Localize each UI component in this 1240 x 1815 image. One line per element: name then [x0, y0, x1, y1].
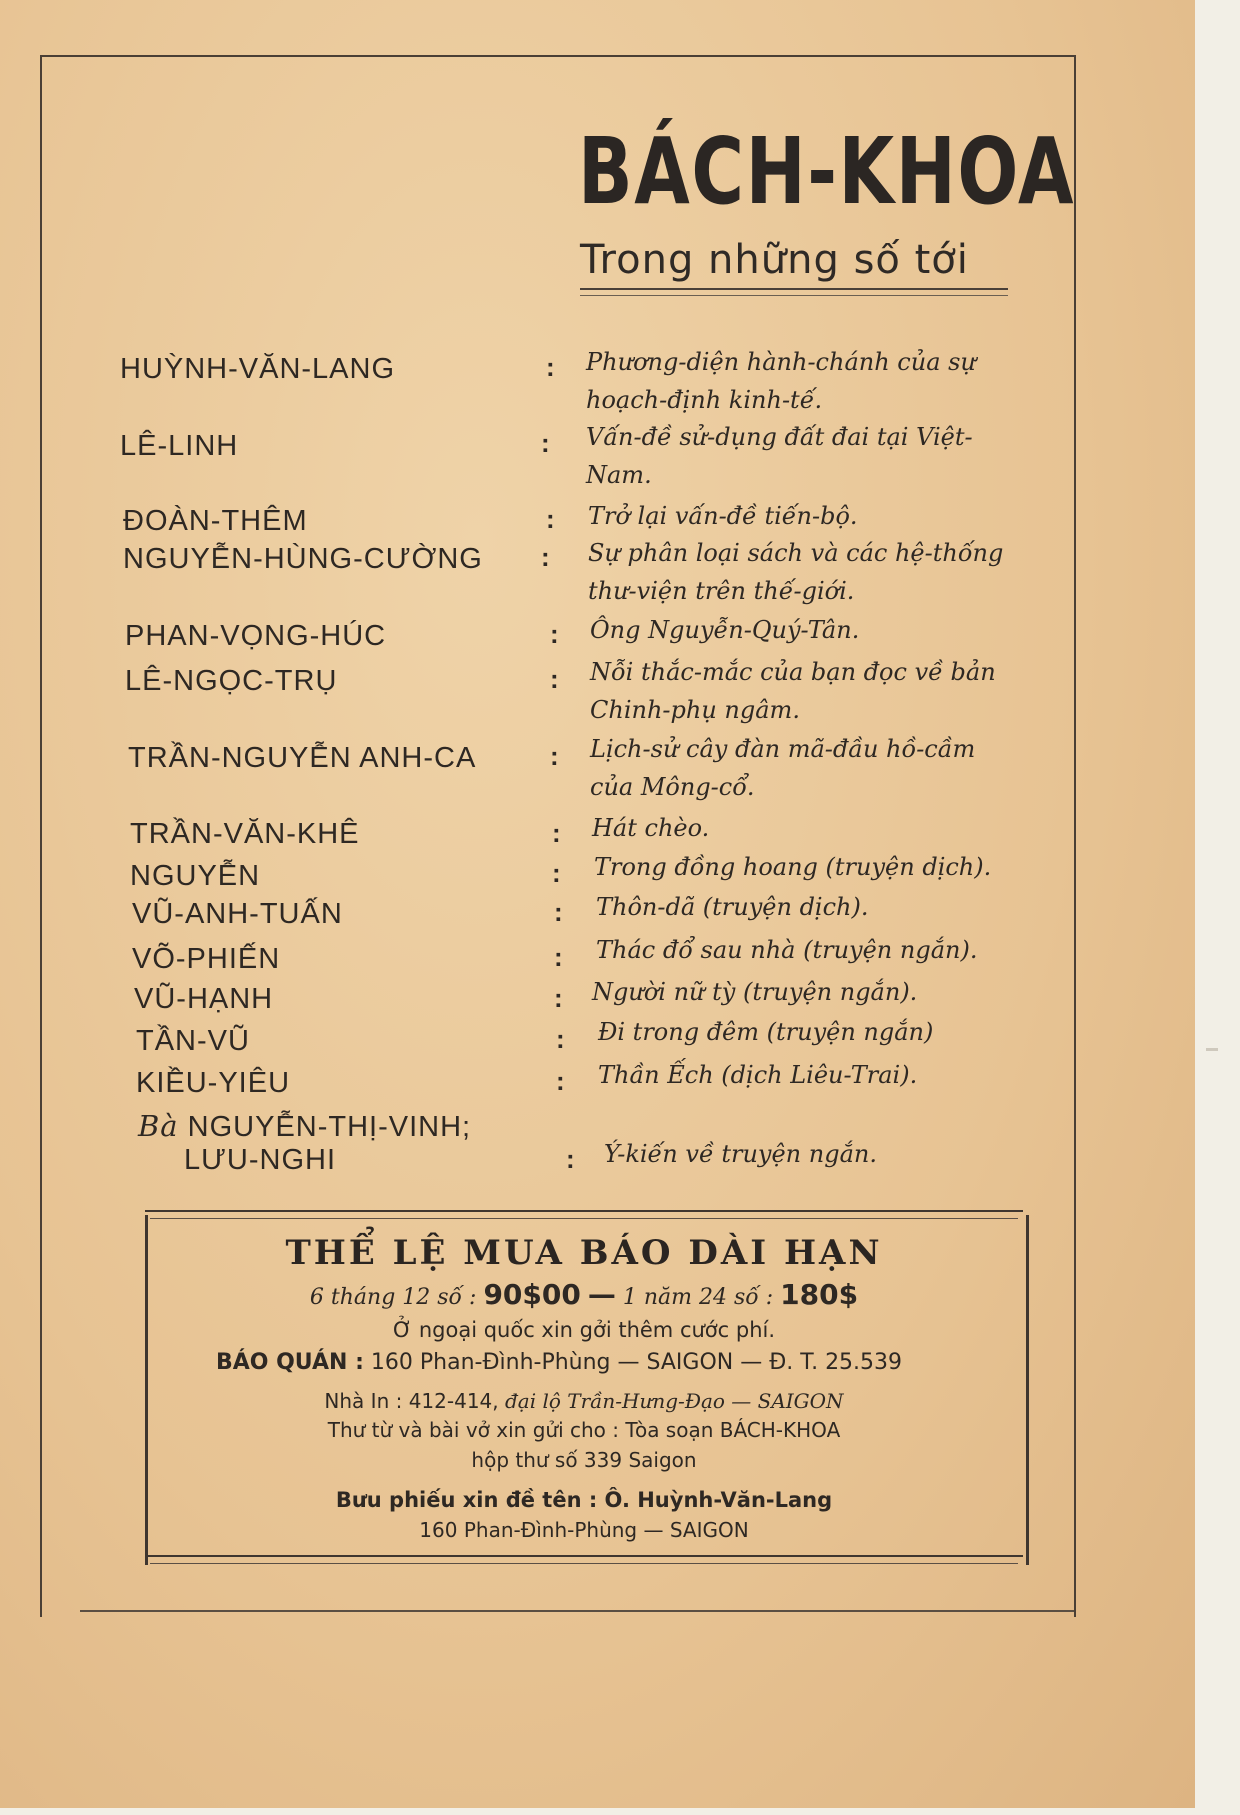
toc-separator: : [550, 664, 559, 694]
toc-separator: : [566, 1144, 575, 1174]
price-6-months-label: 6 tháng 12 số : [309, 1285, 477, 1310]
toc-title: Ý-kiến về truyện ngắn. [604, 1140, 877, 1168]
toc-separator: : [552, 818, 561, 848]
toc-title: Lịch-sử cây đàn mã-đầu hồ-cầm của Mông-cổ. [590, 735, 976, 801]
toc-title: Đi trong đêm (truyện ngắn) [598, 1018, 934, 1046]
toc-author: NGUYỄN [130, 860, 261, 892]
frame-bottom-rule [80, 1610, 1074, 1612]
toc-title: Thần Ếch (dịch Liêu-Trai). [598, 1061, 918, 1089]
toc-separator: : [550, 619, 559, 649]
toc-author: TẦN-VŨ [136, 1025, 250, 1057]
toc-separator: : [552, 858, 561, 888]
toc-title: Thôn-dã (truyện dịch). [596, 893, 869, 921]
printer-label: Nhà In : 412-414, [324, 1389, 499, 1413]
price-1-year: 180$ [780, 1278, 859, 1311]
subscription-prices [145, 1278, 1023, 1311]
toc-author: TRẦN-VĂN-KHÊ [130, 818, 360, 850]
price-1-year-label: 1 năm 24 số : [622, 1285, 774, 1310]
toc-author-name: NGUYỄN-THỊ-VINH; [187, 1111, 472, 1143]
toc-title: Hát chèo. [592, 814, 710, 842]
mail-instructions: Thư từ và bài vở xin gửi cho : Tòa soạn BÁCH-KHOA [327, 1418, 841, 1442]
toc-author: KIỀU-YIÊU [136, 1067, 291, 1099]
price-separator: — [587, 1278, 616, 1311]
toc-author: NGUYỄN-HÙNG-CƯỜNG [123, 543, 483, 575]
payment-address: 160 Phan-Đình-Phùng — SAIGON [419, 1518, 749, 1542]
toc-separator: : [550, 741, 559, 771]
subtitle-rule [580, 295, 1008, 296]
scan-mark [1206, 1048, 1218, 1051]
printer-street: đại lộ Trần-Hưng-Đạo — SAIGON [504, 1389, 844, 1413]
magazine-title: BÁCH-KHOA [578, 118, 1076, 225]
toc-title: Ông Nguyễn-Quý-Tân. [590, 616, 860, 644]
office-address [120, 1350, 998, 1375]
toc-author: VŨ-HẠNH [134, 983, 274, 1015]
toc-title: Thác đổ sau nhà (truyện ngắn). [596, 936, 978, 964]
toc-title: Phương-diện hành-chánh của sự hoạch-định kinh-tế. [586, 348, 976, 414]
toc-separator: : [546, 352, 555, 382]
toc-author: HUỲNH-VĂN-LANG [120, 353, 396, 385]
section-subtitle: Trong những số tới [580, 237, 969, 283]
box-rule [150, 1563, 1018, 1564]
toc-separator: : [556, 1024, 565, 1054]
toc-separator: : [546, 504, 555, 534]
toc-separator: : [554, 983, 563, 1013]
toc-author: ĐOÀN-THÊM [123, 505, 308, 537]
office-value: 160 Phan-Đình-Phùng — SAIGON — Đ. T. 25.539 [370, 1350, 903, 1375]
toc-author [138, 1109, 471, 1144]
subtitle-rule [580, 288, 1008, 290]
toc-title: Người nữ tỳ (truyện ngắn). [592, 978, 918, 1006]
toc-title: Sự phân loại sách và các hệ-thống thư-viện trên thế-giới. [588, 539, 1004, 605]
toc-title: Trở lại vấn-đề tiến-bộ. [588, 502, 858, 530]
foreign-postage-note: Ở ngoại quốc xin gởi thêm cước phí. [392, 1318, 776, 1342]
printer-address [145, 1389, 1023, 1413]
price-6-months: 90$00 [483, 1278, 581, 1311]
toc-author: PHAN-VỌNG-HÚC [125, 620, 387, 652]
toc-author: TRẦN-NGUYỄN ANH-CA [128, 742, 477, 774]
toc-author: LƯU-NGHI [184, 1144, 336, 1176]
toc-separator: : [554, 942, 563, 972]
toc-author: VŨ-ANH-TUẤN [132, 898, 343, 930]
toc-title: Vấn-đề sử-dụng đất đai tại Việt-Nam. [586, 423, 973, 489]
toc-author: VÕ-PHIẾN [132, 943, 281, 975]
toc-separator: : [556, 1066, 565, 1096]
box-rule [145, 1210, 1023, 1212]
toc-author: LÊ-NGỌC-TRỤ [125, 665, 338, 697]
payment-payee: Bưu phiếu xin đề tên : Ô. Huỳnh-Văn-Lang [335, 1488, 833, 1512]
toc-title: Trong đồng hoang (truyện dịch). [594, 853, 992, 881]
toc-separator: : [554, 897, 563, 927]
po-box: hộp thư số 339 Saigon [471, 1448, 697, 1472]
subscription-heading: THỂ LỆ MUA BÁO DÀI HẠN [285, 1233, 883, 1273]
toc-separator: : [541, 428, 550, 458]
toc-honorific: Bà [138, 1109, 179, 1143]
box-rule [145, 1555, 1023, 1557]
toc-separator: : [541, 542, 550, 572]
office-label: BÁO QUÁN : [215, 1350, 364, 1375]
toc-title: Nỗi thắc-mắc của bạn đọc về bản Chinh-phụ ngâm. [590, 658, 996, 724]
toc-author: LÊ-LINH [120, 430, 239, 462]
